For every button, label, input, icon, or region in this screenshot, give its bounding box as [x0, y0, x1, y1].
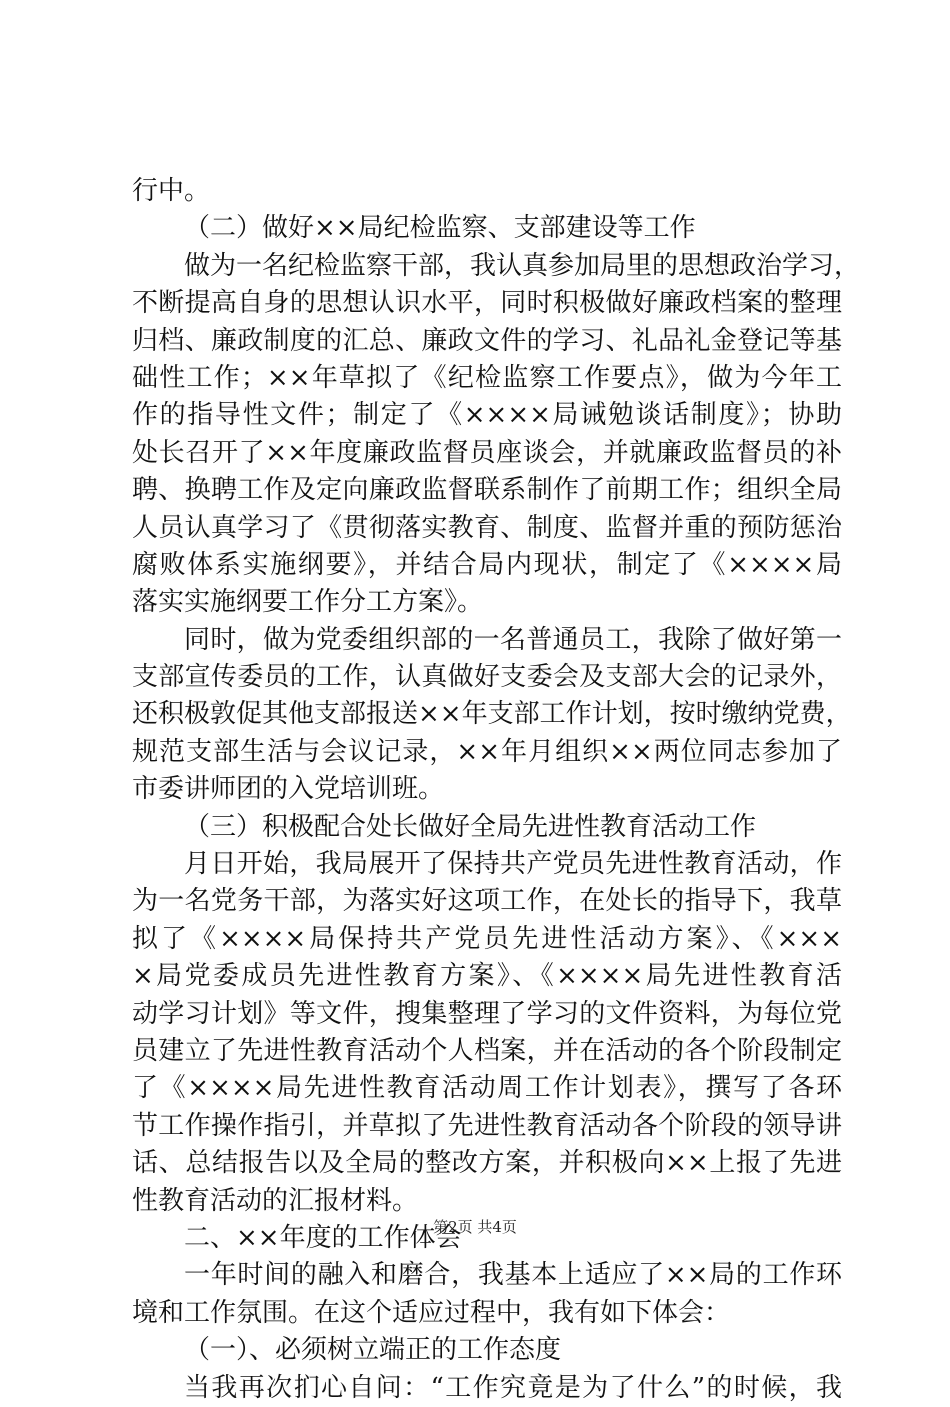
- text-line: 月日开始，我局展开了保持共产党员先进性教育活动，作: [184, 849, 842, 880]
- text-line: 同时，做为党委组织部的一名普通员工，我除了做好第一: [184, 624, 842, 655]
- text-line: 当我再次扪心自问：“工作究竟是为了什么”的时候，我: [184, 1372, 842, 1403]
- page-footer: 第2页 共4页: [433, 1218, 517, 1236]
- text-line: （二）做好××局纪检监察、支部建设等工作: [184, 213, 696, 244]
- text-line: 支部宣传委员的工作，认真做好支委会及支部大会的记录外，: [132, 662, 842, 693]
- text-line: 为一名党务干部，为落实好这项工作，在处长的指导下，我草: [132, 886, 842, 917]
- text-line: 行中。: [132, 176, 211, 206]
- text-line: 做为一名纪检监察干部，我认真参加局里的思想政治学习，: [184, 250, 861, 281]
- text-line: 节工作操作指引，并草拟了先进性教育活动各个阶段的领导讲: [132, 1110, 842, 1141]
- text-line: 市委讲师团的入党培训班。: [132, 774, 445, 805]
- text-line: 二、××年度的工作体会: [184, 1222, 462, 1253]
- text-line: 还积极敦促其他支部报送××年支部工作计划，按时缴纳党费，: [132, 699, 852, 730]
- text-line: 拟了《××××局保持共产党员先进性活动方案》、《×××: [132, 923, 842, 954]
- text-line: ×局党委成员先进性教育方案》、《××××局先进性教育活: [132, 961, 842, 992]
- text-line: 境和工作氛围。在这个适应过程中，我有如下体会：: [132, 1297, 731, 1328]
- text-line: 人员认真学习了《贯彻落实教育、制度、监督并重的预防惩治: [132, 512, 842, 543]
- text-line: 性教育活动的汇报材料。: [132, 1185, 419, 1216]
- text-line: 动学习计划》等文件，搜集整理了学习的文件资料，为每位党: [132, 998, 842, 1029]
- text-line: 归档、廉政制度的汇总、廉政文件的学习、礼品礼金登记等基: [132, 325, 842, 356]
- text-line: 处长召开了××年度廉政监督员座谈会，并就廉政监督员的补: [132, 437, 842, 468]
- text-line: 作的指导性文件；制定了《××××局诫勉谈话制度》；协助: [132, 400, 842, 431]
- text-line: 础性工作；××年草拟了《纪检监察工作要点》，做为今年工: [132, 362, 842, 393]
- text-line: 员建立了先进性教育活动个人档案，并在活动的各个阶段制定: [132, 1035, 842, 1066]
- text-line: 了《××××局先进性教育活动周工作计划表》，撰写了各环: [132, 1073, 842, 1104]
- text-line: 聘、换聘工作及定向廉政监督联系制作了前期工作；组织全局: [132, 475, 842, 506]
- text-line: 腐败体系实施纲要》，并结合局内现状，制定了《××××局: [132, 549, 842, 580]
- text-line: 话、总结报告以及全局的整改方案，并积极向××上报了先进: [132, 1148, 842, 1179]
- text-line: （一）、必须树立端正的工作态度: [184, 1335, 562, 1366]
- text-line: 一年时间的融入和磨合，我基本上适应了××局的工作环: [184, 1260, 842, 1291]
- text-line: 规范支部生活与会议记录，××年月组织××两位同志参加了: [132, 736, 842, 767]
- text-line: 不断提高自身的思想认识水平，同时积极做好廉政档案的整理: [132, 288, 842, 319]
- text-line: 落实实施纲要工作分工方案》。: [132, 587, 484, 618]
- text-line: （三）积极配合处长做好全局先进性教育活动工作: [184, 811, 757, 842]
